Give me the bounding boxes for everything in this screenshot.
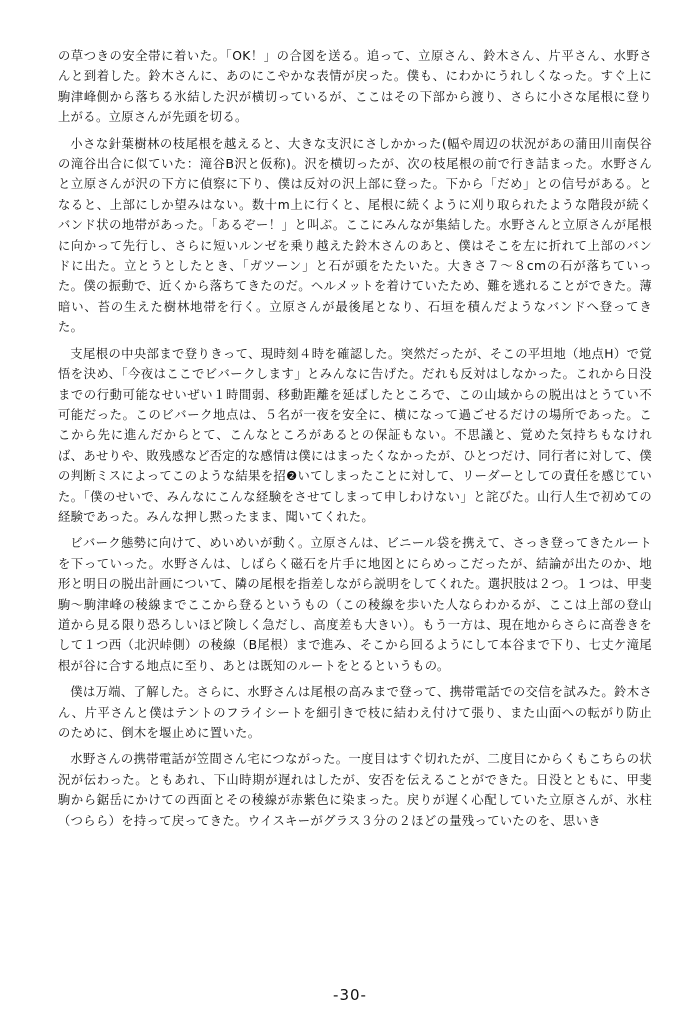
paragraph: ビバーク態勢に向けて、めいめいが動く。立原さんは、ビニール袋を携えて、さっき登ってきたルートを下っていった。水野さんは、しばらく磁石を片手に地図とにらめっこだったが、結論が出たのか、地形と明日の脱出計画について、隣の尾根を指差しながら説明をしてくれた。選択肢は２つ。１つは、甲斐駒～駒津峰の稜線までここから登るというもの（この稜線を歩いた人ならわかるが、ここは上部の登山道から見る限り恐ろしいほど険しく急だし、高度差も大きい）。もう一方は、現在地からさらに高巻きをして１つ西（北沢峠側）の稜線（B尾根）まで進み、そこから回るようにして本谷まで下り、七丈ケ滝尾根が谷に合する地点に至り、あとは既知のルートをとるというもの。 — [58, 536, 652, 673]
paragraph: の草つきの安全帯に着いた。「OK！」の合図を送る。追って、立原さん、鈴木さん、片平さん、水野さんと到着した。鈴木さんに、あのにこやかな表情が戻った。僕も、にわかにうれしくなった。すぐ上に駒津峰側から落ちる氷結した沢が横切っているが、ここはその下部から渡り、さらに小さな尾根に登り上がる。立原さんが先頭を切る。 — [58, 49, 652, 125]
paragraph: 支尾根の中央部まで登りきって、現時刻４時を確認した。突然だったが、そこの平坦地（地点H）で覚悟を決め、「今夜はここでビバークします」とみんなに告げた。だれも反対はしなかった。これから日没までの行動可能なせいぜい１時間弱、移動距離を延ばしたところで、この山域からの脱出はとうてい不可能だった。このビバーク地点は、５名が一夜を安全に、横になって過ごせるだけの場所であった。ここから先に進んだからとて、こんなところがあるとの保証もない。不思議と、覚めた気持ちもなければ、あせりや、敗残感など否定的な感情は僕にはまったくなかったが、ひとつだけ、同行者に対して、僕の判断ミスによってこのような結果を招❷いてしまったことに対して、リーダーとしての責任を感じていた。「僕のせいで、みんなにこんな経験をさせてしまって申しわけない」と詫びた。山行人生で初めての経験であった。みんな押し黙ったまま、聞いてくれた。 — [58, 346, 652, 524]
page-number: -30- — [333, 986, 367, 1004]
paragraph: 小さな針葉樹林の枝尾根を越えると、大きな支沢にさしかかった(幅や周辺の状況があの蒲田川南俣谷の滝谷出合に似ていた：滝谷B沢と仮称)。沢を横切ったが、次の枝尾根の前で行き詰まった。水野さんと立原さんが沢の下方に偵察に下り、僕は反対の沢上部に登った。下から「だめ」との信号がある。となると、上部にしか望みはない。数十m上に行くと、尾根に続くように刈り取られたような階段が続くバンド状の地帯があった。「あるぞー！」と叫ぶ。ここにみんなが集結した。水野さんと立原さんが尾根に向かって先行し、さらに短いルンゼを乗り越えた鈴木さんのあと、僕はそこを左に折れて上部のバンドに出た。立とうとしたとき、「ガツーン」と石が頭をたたいた。大きさ７～８cmの石が落ちていった。僕の振動で、近くから落ちてきたのだ。ヘルメットを着けていたため、難を逃れることができた。薄暗い、苔の生えた樹林地帯を行く。立原さんが最後尾となり、石垣を積んだようなバンドへ登ってきた。 — [58, 136, 652, 335]
paragraph: 水野さんの携帯電話が笠間さん宅につながった。一度目はすぐ切れたが、二度目にからくもこちらの状況が伝わった。ともあれ、下山時期が遅れはしたが、安否を伝えることができた。日没とともに、甲斐駒から鋸岳にかけての西面とその稜線が赤紫色に染まった。戻りが遅く心配していた立原さんが、氷柱（つらら）を持って戻ってきた。ウイスキーがグラス３分の２ほどの量残っていたのを、思いき — [58, 752, 652, 828]
paragraph: 僕は万端、了解した。さらに、水野さんは尾根の高みまで登って、携帯電話での交信を試みた。鈴木さん、片平さんと僕はテントのフライシートを細引きで枝に結わえ付けて張り、また山面への転がり防止のために、倒木を堰止めに置いた。 — [58, 685, 652, 740]
body-text — [58, 46, 652, 831]
